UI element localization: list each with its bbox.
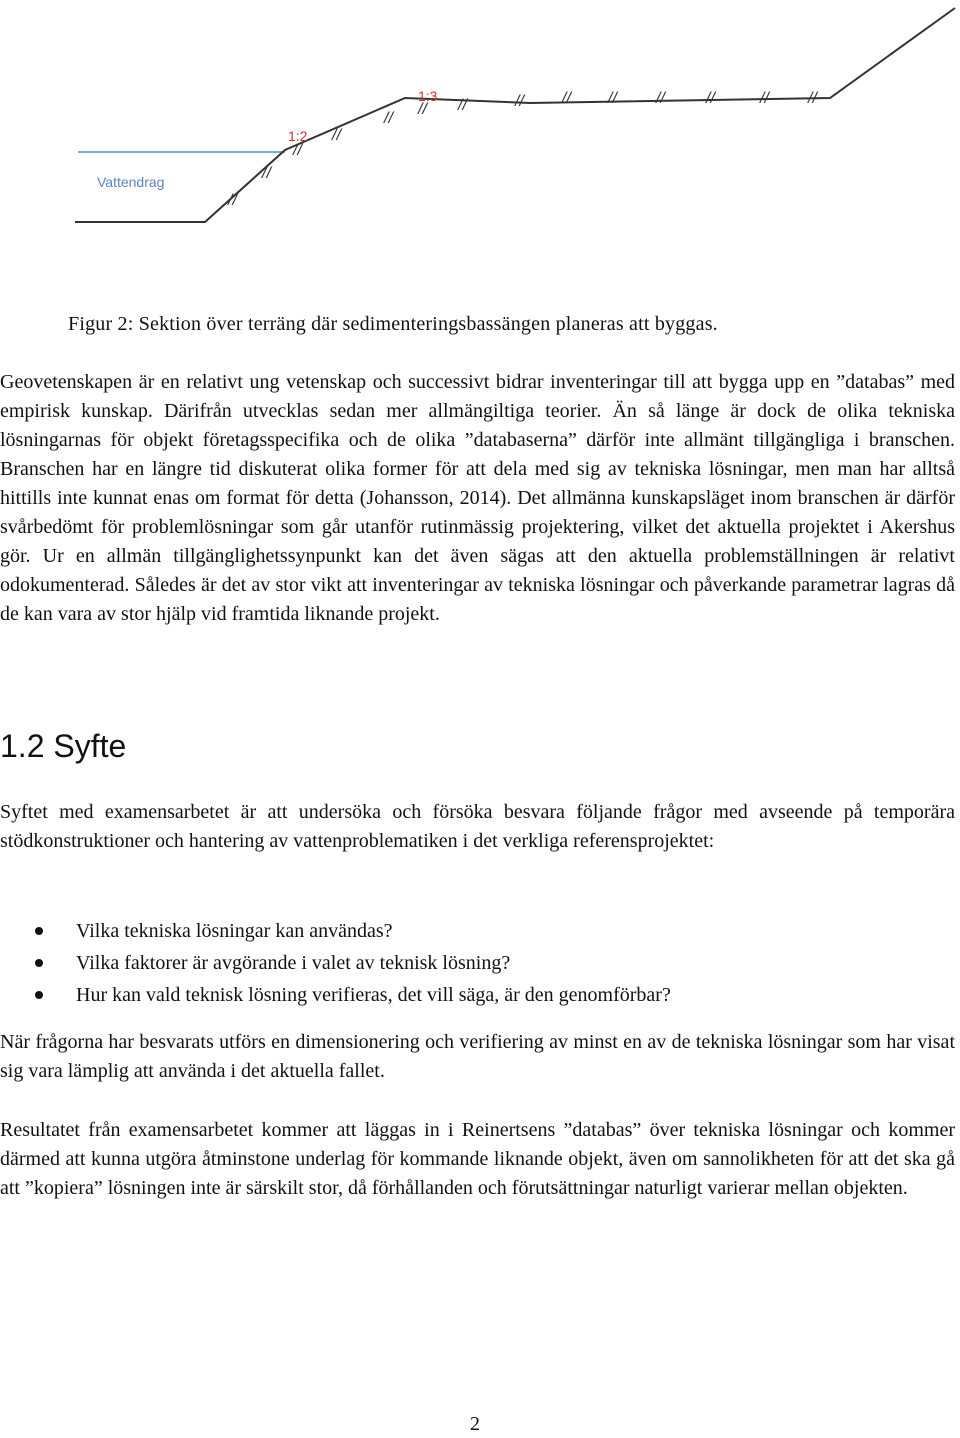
bullet-icon — [35, 959, 43, 967]
slope-ratio-label-1: 1:2 — [288, 128, 308, 144]
terrain-section-drawing — [0, 0, 960, 240]
terrain-profile-line — [75, 8, 955, 222]
hatch-mark: // — [458, 97, 467, 114]
bullet-icon — [35, 927, 43, 935]
list-item-text: Vilka faktorer är avgörande i valet av teknisk lösning? — [76, 952, 511, 974]
slope-hatch-marks — [227, 90, 818, 209]
hatch-mark: // — [706, 90, 715, 107]
watercourse-label: Vattendrag — [97, 174, 165, 190]
list-item-text: Vilka tekniska lösningar kan användas? — [76, 920, 393, 942]
terrain-section-figure — [0, 0, 960, 240]
hatch-mark: // — [808, 90, 817, 107]
purpose-paragraph: Syftet med examensarbetet är att undersöka och försöka besvara följande frågor med avseende på temporära stödkonstruktioner och hantering av vattenproblematiken i det verkliga referensprojektet: — [0, 801, 955, 852]
slope-ratio-label-2: 1:3 — [418, 88, 438, 104]
hatch-mark: // — [293, 142, 302, 159]
bullet-icon — [35, 991, 43, 999]
intro-paragraph: Geovetenskapen är en relativt ung vetenskap och successivt bidrar inventeringar till att bygga upp en ”databas” med empirisk kunskap. Därifrån utvecklas sedan mer allmängiltiga teorier. Än så länge är dock de olika tekniska lösningarnas för objekt företagsspecifika och de olika ”databaserna” därför inte allmänt tillgängliga i branschen. Branschen har en längre tid diskuterat olika former för att dela med sig av tekniska lösningar, men man har alltså hittills inte kunnat enas om format för detta (Johansson, 2014). Det allmänna kunskapsläget inom branschen är därför svårbedömt för problemlösningar som går utanför rutinmässig projektering, vilket det aktuella projektet i Akershus gör. Ur en allmän tillgänglighetssynpunkt kan det även sägas att den aktuella problemställningen är relativt odokumenterad. Således är det av stor vikt att inventeringar av tekniska lösningar och påverkande parametrar lagras då de kan vara av stor hjälp vid framtida liknande projekt. — [0, 371, 955, 625]
hatch-mark: // — [262, 165, 271, 182]
hatch-mark: // — [228, 192, 237, 209]
list-item — [0, 915, 955, 947]
figure-caption: Figur 2: Sektion över terräng där sedimenteringsbassängen planeras att byggas. — [68, 313, 718, 335]
hatch-mark: // — [608, 90, 617, 107]
hatch-mark: // — [656, 90, 665, 107]
hatch-mark: // — [384, 110, 393, 127]
list-item — [0, 979, 955, 1011]
page-number: 2 — [470, 1413, 480, 1435]
question-list — [0, 915, 955, 1011]
hatch-mark: // — [760, 90, 769, 107]
hatch-mark: // — [332, 127, 341, 144]
list-item — [0, 947, 955, 979]
result-paragraph: Resultatet från examensarbetet kommer att läggas in i Reinertsens ”databas” över tekniska lösningar och kommer därmed att kunna utgöra åtminstone underlag för kommande liknande objekt, även om sannolikheten för att det ska gå att ”kopiera” lösningen inte är särskilt stor, då förhållanden och förutsättningar naturligt varierar mellan objekten. — [0, 1119, 955, 1199]
hatch-mark: // — [418, 101, 427, 118]
list-item-text: Hur kan vald teknisk lösning verifieras, det vill säga, är den genomförbar? — [76, 984, 671, 1006]
section-heading: 1.2 Syfte — [0, 728, 127, 764]
hatch-mark: // — [562, 90, 571, 107]
hatch-mark: // — [515, 93, 524, 110]
method-paragraph: När frågorna har besvarats utförs en dimensionering och verifiering av minst en av de tekniska lösningar som har visat sig vara lämplig att använda i det aktuella fallet. — [0, 1031, 955, 1082]
